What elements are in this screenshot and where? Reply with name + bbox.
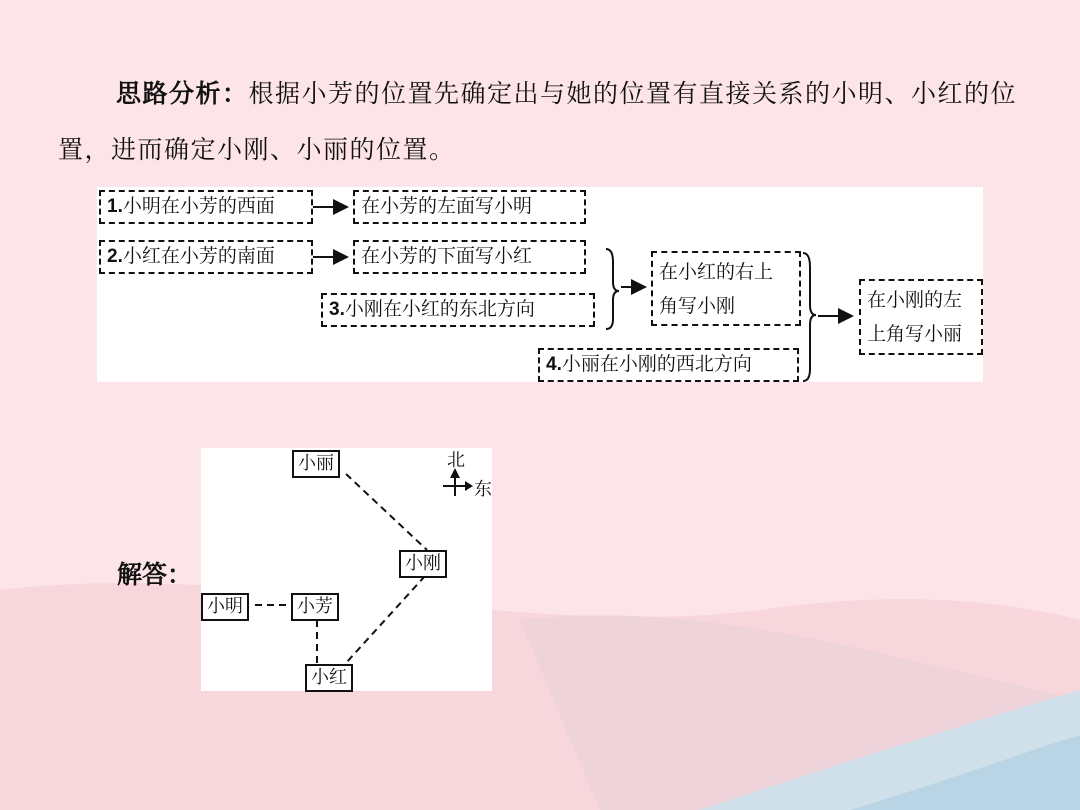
step1-result: 在小芳的左面写小明 bbox=[361, 195, 533, 217]
step3-text: 小刚在小红的东北方向 bbox=[344, 298, 535, 320]
node-xiaoli: 小丽 bbox=[292, 450, 340, 478]
step2-box bbox=[99, 240, 313, 274]
step4-result-line1: 在小刚的左 bbox=[867, 289, 963, 311]
answer-label: 解答： bbox=[117, 560, 193, 589]
step2-result-box bbox=[353, 240, 586, 274]
analysis-heading: 思路分析： bbox=[116, 79, 249, 108]
node-xiaogang: 小刚 bbox=[399, 550, 447, 578]
analysis-paragraph bbox=[58, 66, 1038, 178]
step3-box bbox=[321, 293, 595, 327]
step1-number: 1. bbox=[107, 196, 123, 217]
step4-number: 4. bbox=[546, 354, 562, 375]
step2-result: 在小芳的下面写小红 bbox=[361, 245, 533, 267]
step1-result-box bbox=[353, 190, 586, 224]
step1-box bbox=[99, 190, 313, 224]
step4-result-box bbox=[859, 279, 983, 355]
analysis-text: 根据小芳的位置先确定出与她的位置有直接关系的小明、小红的位置，进而确定小刚、小丽的位置。 bbox=[58, 79, 1018, 164]
flow-diagram bbox=[97, 187, 983, 382]
step3-result-box bbox=[651, 251, 801, 326]
step1-text: 小明在小芳的西面 bbox=[122, 195, 275, 217]
step4-box bbox=[538, 348, 799, 382]
position-map bbox=[201, 448, 492, 691]
step3-result-line2: 角写小刚 bbox=[659, 295, 736, 317]
step2-number: 2. bbox=[107, 246, 123, 267]
compass-north-label: 北 bbox=[447, 450, 465, 471]
node-xiaoming: 小明 bbox=[201, 593, 249, 621]
step2-text: 小红在小芳的南面 bbox=[122, 245, 275, 267]
step3-result-line1: 在小红的右上 bbox=[659, 261, 774, 283]
compass-east-label: 东 bbox=[474, 479, 492, 500]
map-connectors bbox=[201, 448, 492, 691]
step4-result-line2: 上角写小丽 bbox=[867, 323, 963, 345]
step3-number: 3. bbox=[329, 299, 345, 320]
node-xiaohong: 小红 bbox=[305, 664, 353, 692]
node-xiaofang: 小芳 bbox=[291, 593, 339, 621]
step4-text: 小丽在小刚的西北方向 bbox=[561, 353, 752, 375]
